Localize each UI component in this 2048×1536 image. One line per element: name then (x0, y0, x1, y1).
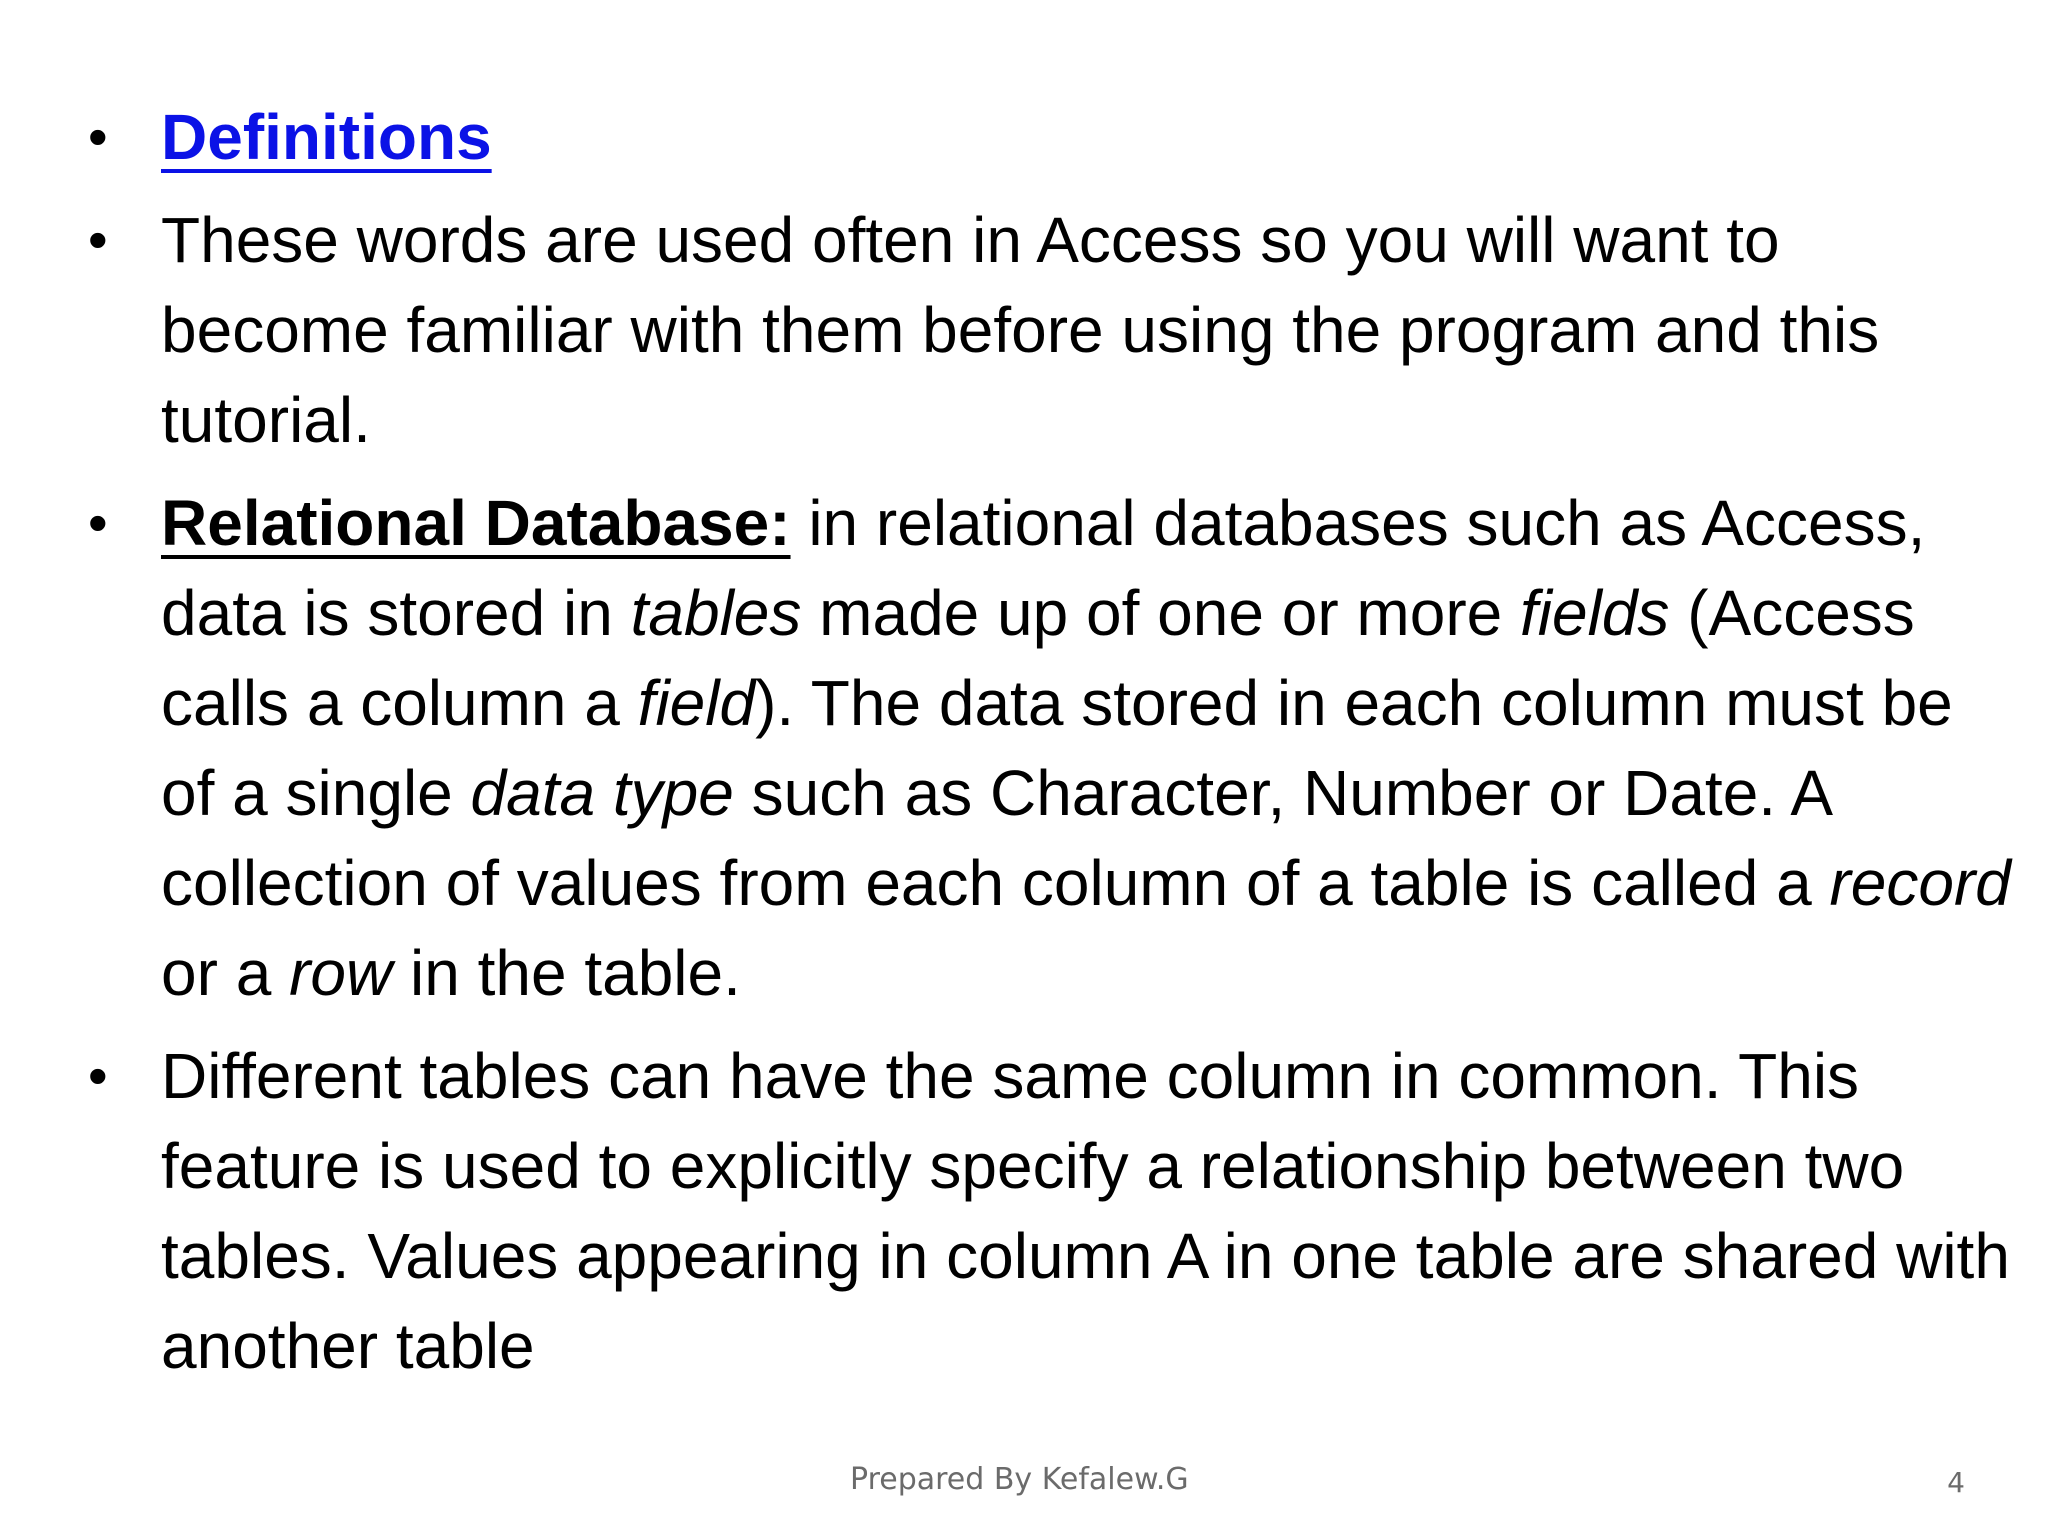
text-segment: in relational databases such as Access, data is stored in (161, 487, 1926, 649)
bullet-intro (88, 195, 2018, 465)
bullet-dot: • (88, 208, 108, 271)
text-segment: in the table. (392, 937, 741, 1009)
bullet-dot: • (88, 1044, 108, 1107)
italic-record: record (1829, 847, 2011, 919)
slide-page-number: 4 (1947, 1466, 1965, 1499)
italic-tables: tables (630, 577, 802, 649)
italic-row: row (289, 937, 393, 1009)
text-segment: made up of one or more (801, 577, 1520, 649)
bullet-dot: • (88, 491, 108, 554)
slide-content (88, 92, 2018, 1404)
bullet-relational-database (88, 478, 2018, 1018)
different-tables-text: Different tables can have the same column in common. This feature is used to explicitly specify a relationship between two tables. Values appearing in column A in one table are shared with another table (161, 1040, 2010, 1382)
bullet-definitions (88, 92, 2018, 182)
italic-field: field (637, 667, 756, 739)
text-segment: such as Character, Number or Date. A collection of values from each column of a table is called a (161, 757, 1830, 919)
relational-database-text (161, 487, 2011, 1009)
bullet-list (88, 92, 2018, 1391)
text-segment: (Access calls a column a (161, 577, 1915, 739)
definitions-link[interactable]: Definitions (161, 101, 492, 173)
bullet-dot: • (88, 105, 108, 168)
text-segment: or a (161, 937, 290, 1009)
text-segment: ). The data stored in each column must be of a single (161, 667, 1953, 829)
italic-data-type: data type (470, 757, 734, 829)
italic-fields: fields (1520, 577, 1670, 649)
relational-database-term: Relational Database: (161, 487, 791, 559)
bullet-text (161, 101, 492, 173)
bullet-different-tables (88, 1031, 2018, 1391)
intro-text: These words are used often in Access so you will want to become familiar with them before using the program and this tutorial. (161, 204, 1880, 456)
footer-author: Prepared By Kefalew.G (850, 1462, 1189, 1497)
